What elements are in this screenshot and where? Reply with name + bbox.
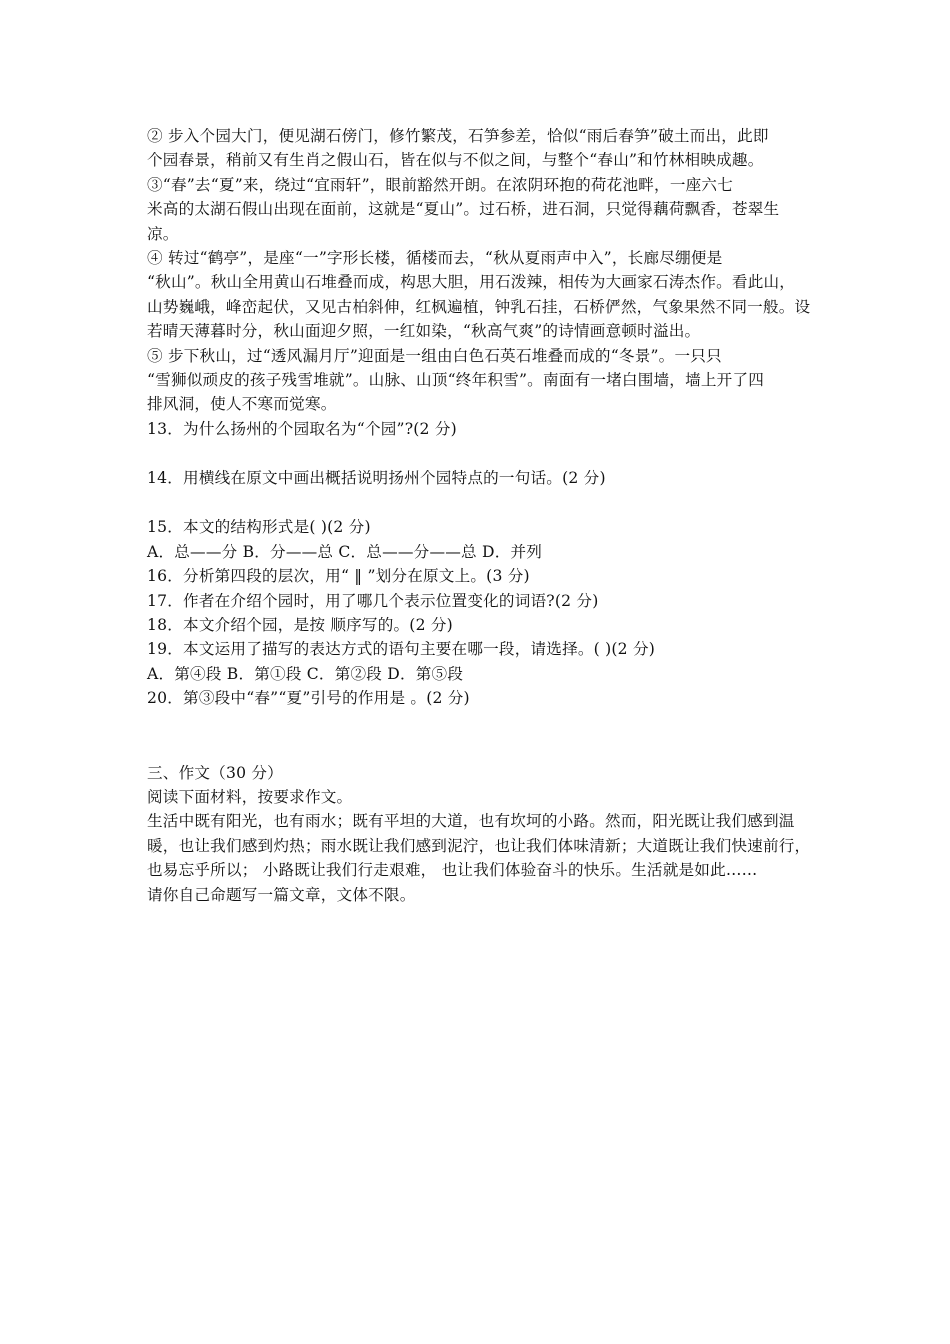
- question-15-options: A．总——分 B．分——总 C．总——分——总 D．并列: [147, 542, 543, 561]
- blank-space: [147, 490, 807, 515]
- essay-material-line: 生活中既有阳光，也有雨水；既有平坦的大道，也有坎坷的小路。然而，阳光既让我们感到温: [147, 812, 795, 831]
- section-spacer: [147, 711, 807, 761]
- passage-line: 个园春景，稍前又有生肖之假山石，皆在似与不似之间，与整个“春山”和竹林相映成趣。: [147, 151, 764, 170]
- reading-passage: [147, 124, 811, 417]
- essay-instruction: 阅读下面材料，按要求作文。: [147, 787, 353, 806]
- question-19: 19．本文运用了描写的表达方式的语句主要在哪一段，请选择。( )(2 分): [147, 640, 656, 659]
- essay-material-line: 也易忘乎所以； 小路既让我们行走艰难， 也让我们体验奋斗的快乐。生活就是如此……: [147, 861, 758, 880]
- essay-heading: 三、作文（30 分）: [147, 763, 283, 782]
- passage-line: ④ 转过“鹤亭”，是座“一”字形长楼，循楼而去，“秋从夏雨声中入”，长廊尽绷便是: [147, 248, 723, 267]
- passage-line: “雪狮似顽皮的孩子残雪堆就”。山脉、山顶“终年积雪”。南面有一堵白围墙，墙上开了四: [147, 370, 765, 389]
- essay-section: [147, 761, 811, 907]
- question-17: 17．作者在介绍个园时，用了哪几个表示位置变化的词语?(2 分): [147, 591, 599, 610]
- passage-line: 米高的太湖石假山出现在面前，这就是“夏山”。过石桥，进石洞，只觉得藕荷飘香，苍翠生: [147, 200, 780, 219]
- question-14: 14．用横线在原文中画出概括说明扬州个园特点的一句话。(2 分): [147, 469, 606, 488]
- essay-material-line: 暖，也让我们感到灼热；雨水既让我们感到泥泞，也让我们体味清新；大道既让我们快速前行，: [147, 836, 811, 855]
- question-20: 20．第③段中“春”“夏”引号的作用是 。(2 分): [147, 689, 470, 708]
- passage-line: ② 步入个园大门，便见湖石傍门，修竹繁茂，石笋参差，恰似“雨后春笋”破土而出，此即: [147, 127, 769, 145]
- question-19-options: A．第④段 B．第①段 C．第②段 D．第⑤段: [147, 664, 464, 683]
- passage-line: “秋山”。秋山全用黄山石堆叠而成，构思大胆，用石泼辣，相传为大画家石涛杰作。看此山，: [147, 273, 796, 292]
- question-list: [147, 417, 807, 711]
- question-18: 18．本文介绍个园，是按 顺序写的。(2 分): [147, 616, 453, 635]
- passage-line: 排风洞，使人不寒而觉寒。: [147, 395, 337, 414]
- passage-line: 山势巍峨，峰峦起伏，又见古柏斜伸，红枫遍植，钟乳石挂，石桥俨然，气象果然不同一般。设: [147, 297, 811, 316]
- question-15: 15．本文的结构形式是( )(2 分): [147, 518, 371, 537]
- question-16: 16．分析第四段的层次，用“ ‖ ”划分在原文上。(3 分): [147, 567, 530, 586]
- document-page: [147, 124, 811, 907]
- blank-space: [147, 441, 807, 466]
- passage-line: ③“春”去“夏”来，绕过“宜雨轩”，眼前豁然开朗。在浓阴环抱的荷花池畔，一座六七: [147, 175, 734, 194]
- passage-line: 凉。: [147, 224, 179, 243]
- essay-task: 请你自己命题写一篇文章，文体不限。: [147, 885, 416, 904]
- question-13: 13．为什么扬州的个园取名为“个园”?(2 分): [147, 419, 457, 438]
- passage-line: ⑤ 步下秋山，过“透风漏月厅”迎面是一组由白色石英石堆叠而成的“冬景”。一只只: [147, 346, 722, 365]
- passage-line: 若晴天薄暮时分，秋山面迎夕照，一红如染，“秋高气爽”的诗情画意顿时溢出。: [147, 322, 701, 341]
